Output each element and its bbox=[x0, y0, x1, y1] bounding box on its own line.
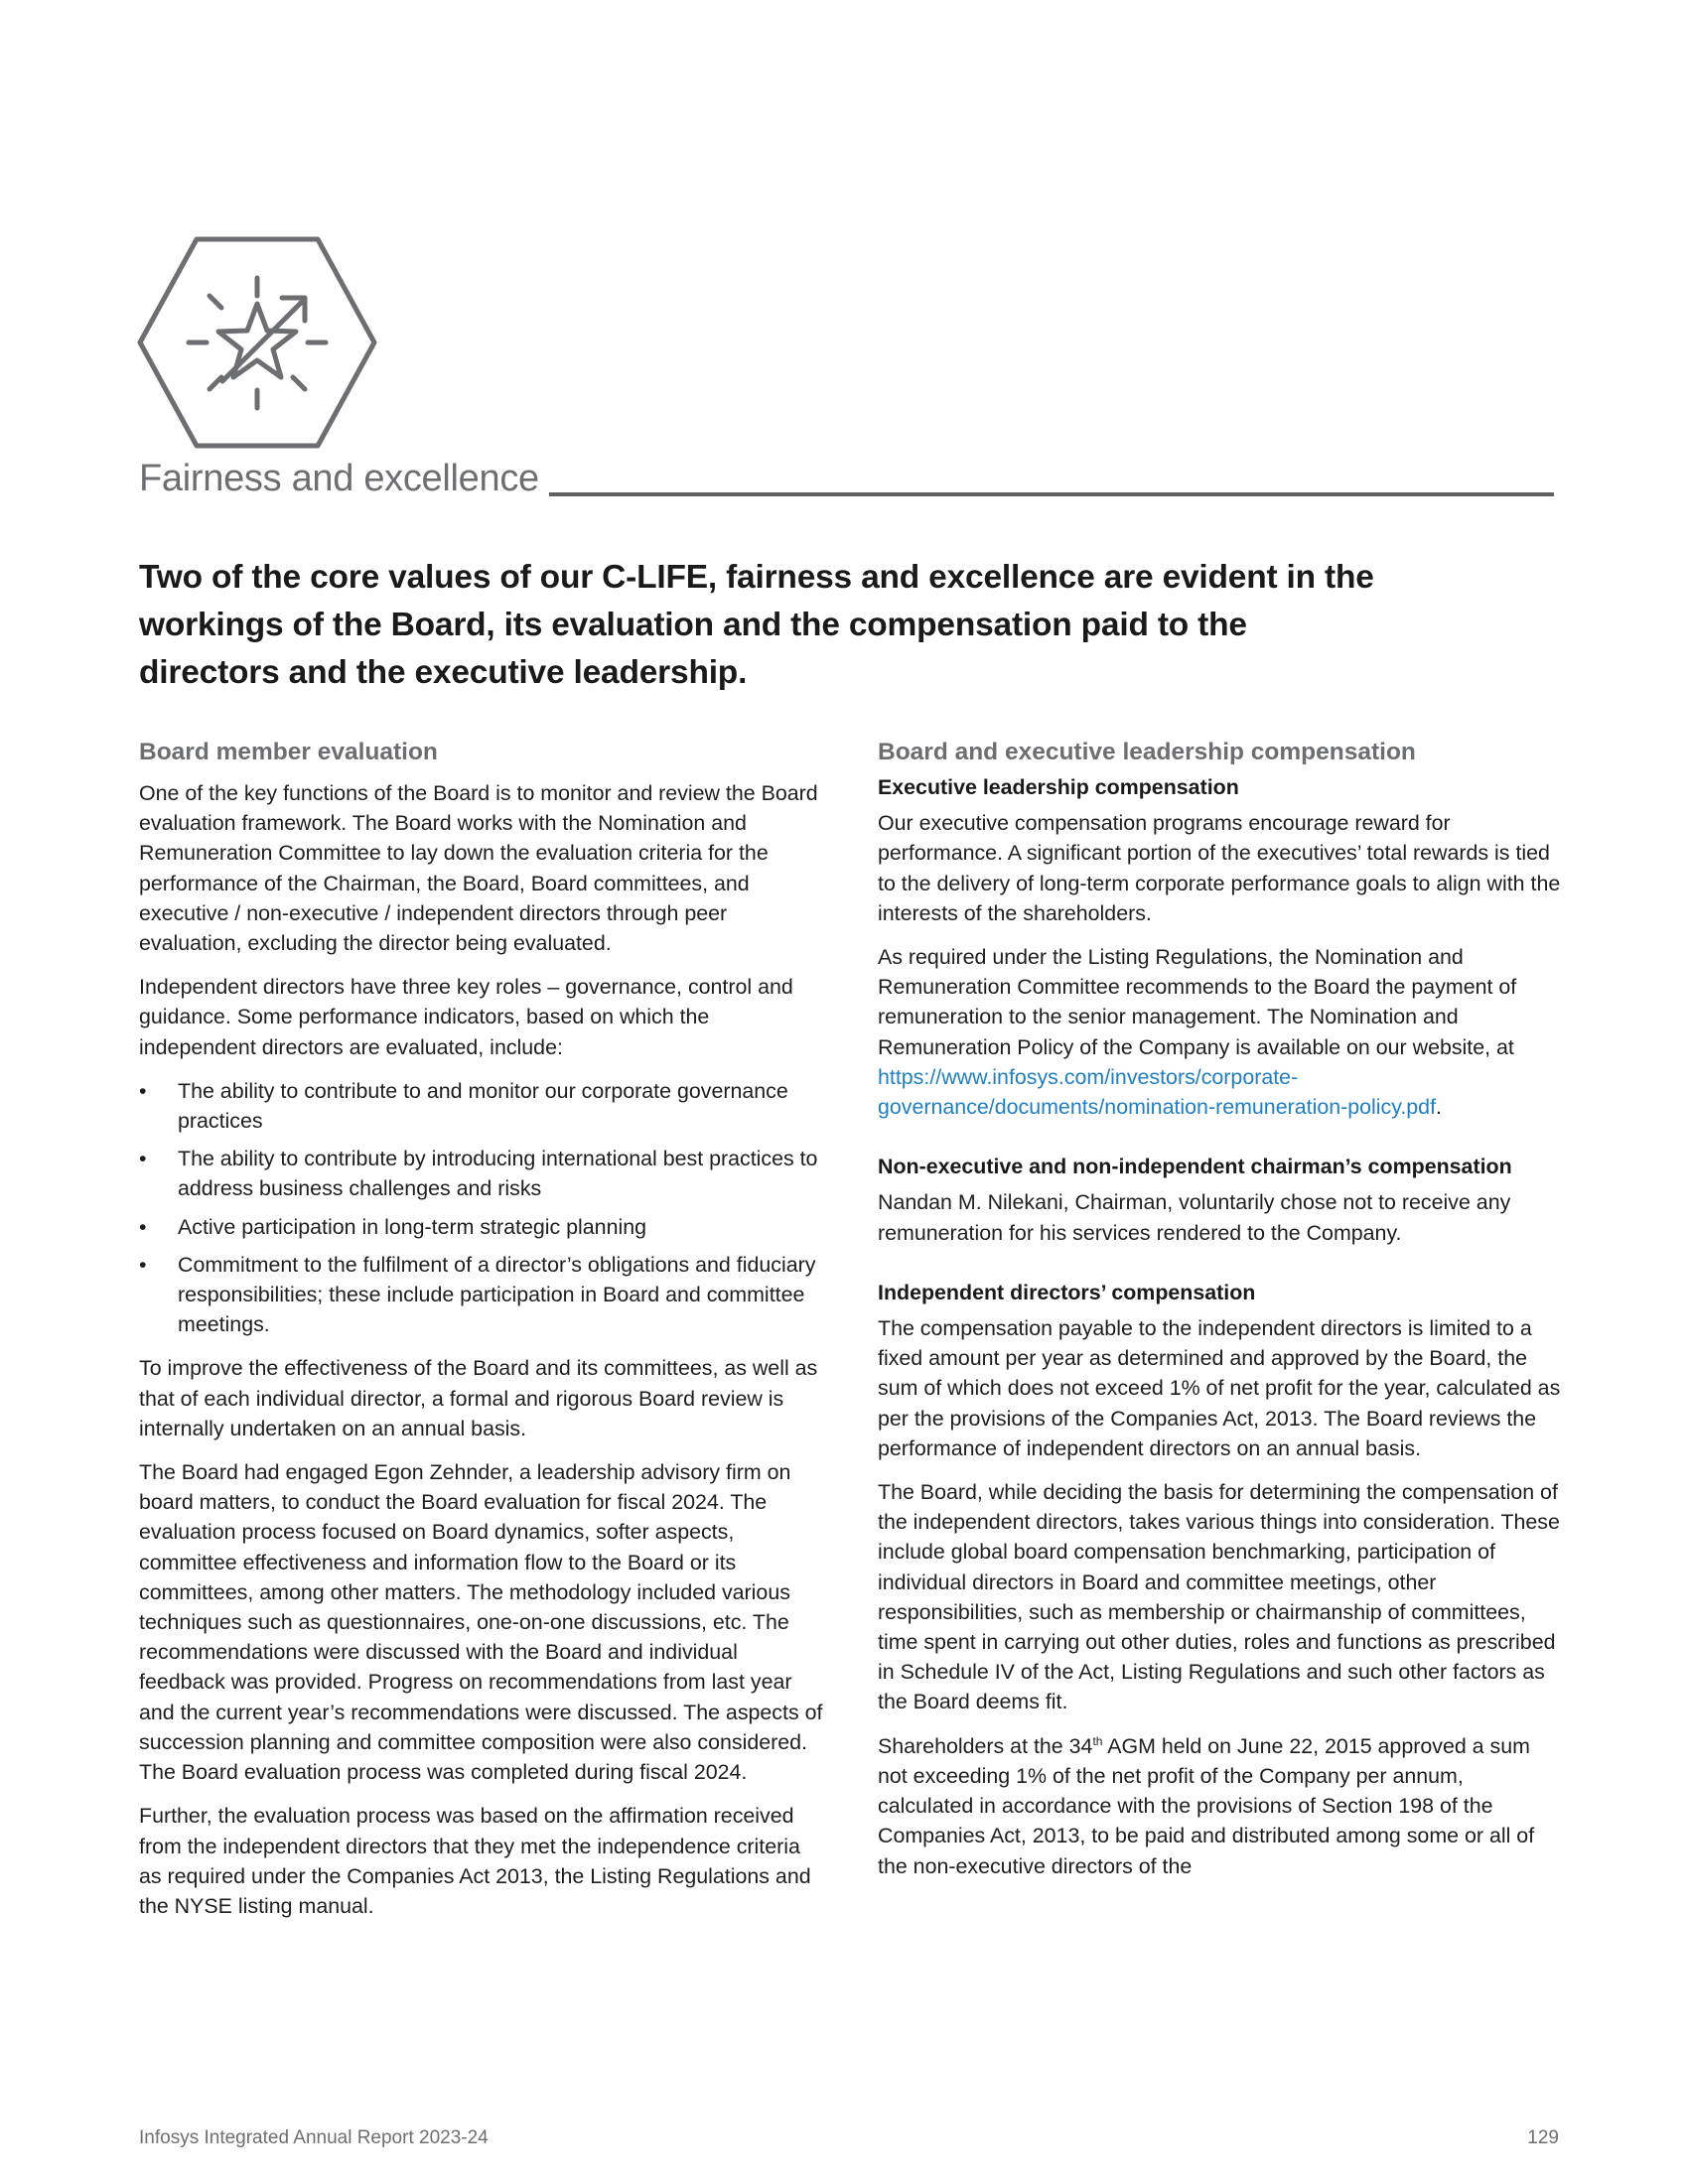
footer-report-title: Infosys Integrated Annual Report 2023-24 bbox=[139, 2127, 489, 2148]
paragraph bbox=[878, 942, 1563, 1122]
indicators-list bbox=[139, 1076, 824, 1340]
agm-text-b: AGM held on June 22, 2015 approved a sum not exceeding 1% of the net profit of the Company per annum, calculated in accordance with the provisions of Section 198 of the Companies Act, 2013, to be paid and distributed among some or all of the non-executive directors of the bbox=[878, 1733, 1535, 1878]
ordinal-suffix: th bbox=[1092, 1733, 1103, 1748]
paragraph: Our executive compensation programs encourage reward for performance. A significant portion of the executives’ total rewards is tied to the delivery of long-term corporate performance goals to align with the interests of the shareholders. bbox=[878, 811, 1561, 925]
section-title-text: Fairness and excellence bbox=[139, 458, 539, 499]
policy-text: As required under the Listing Regulations, the Nomination and Remuneration Committee recommends to the Board the payment of remuneration to the senior management. The Nomination and Remuneration Policy of the Company is available on our website, at bbox=[878, 945, 1517, 1059]
list-item: • Active participation in long-term strategic planning bbox=[139, 1212, 824, 1242]
paragraph: Independent directors have three key roles – governance, control and guidance. Some performance indicators, based on which the independent directors are evaluated, include: bbox=[139, 975, 793, 1059]
board-evaluation-heading: Board member evaluation bbox=[139, 739, 438, 765]
paragraph: One of the key functions of the Board is to monitor and review the Board evaluation framework. The Board works with the Nomination and Remuneration Committee to lay down the evaluation criteria for the performance of the Chairman, the Board, Board committees, and executive / non-executive / independent directors through peer evaluation, excluding the director being evaluated. bbox=[139, 781, 818, 956]
paragraph: Further, the evaluation process was based on the affirmation received from the independent directors that they met the independence criteria as required under the Companies Act 2013, the Listing Regulations and the NYSE listing manual. bbox=[139, 1804, 811, 1918]
section-title-rule bbox=[549, 492, 1554, 496]
list-item: • Commitment to the fulfilment of a director’s obligations and fiduciary responsibilities; these include participation in Board and committee meetings. bbox=[139, 1250, 824, 1340]
right-column bbox=[878, 737, 1563, 1895]
paragraph: To improve the effectiveness of the Board and its committees, as well as that of each individual director, a formal and rigorous Board review is internally undertaken on an annual basis. bbox=[139, 1356, 818, 1440]
agm-text-a: Shareholders at the 34 bbox=[878, 1733, 1093, 1758]
policy-period: . bbox=[1436, 1095, 1442, 1120]
compensation-heading: Board and executive leadership compensation bbox=[878, 739, 1416, 765]
paragraph: The Board, while deciding the basis for determining the compensation of the independent directors, takes various things into consideration. These include global board compensation benchmarking, participation of individual directors in Board and committee meetings, other responsibilities, such as membership or chairmanship of committees, time spent in carrying out other duties, roles and functions as prescribed in Schedule IV of the Act, Listing Regulations and such other factors as the Board deems fit. bbox=[878, 1480, 1560, 1714]
left-column bbox=[139, 737, 824, 1935]
headline: Two of the core values of our C-LIFE, fairness and excellence are evident in the workings of the Board, its evaluation and the compensation paid to the directors and the executive leadership. bbox=[139, 559, 1374, 691]
paragraph: Nandan M. Nilekani, Chairman, voluntarily chose not to receive any remuneration for his services rendered to the Company. bbox=[878, 1190, 1511, 1245]
chairman-compensation-subheading: Non-executive and non-independent chairman’s compensation bbox=[878, 1155, 1512, 1179]
section-title bbox=[139, 459, 1554, 500]
policy-link[interactable]: https://www.infosys.com/investors/corporate-governance/documents/nomination-remuneration-policy.pdf bbox=[878, 1064, 1437, 1120]
paragraph: The compensation payable to the independent directors is limited to a fixed amount per year as determined and approved by the Board, the sum of which does not exceed 1% of net profit for the year, calculated as per the provisions of the Companies Act, 2013. The Board reviews the performance of independent directors on an annual basis. bbox=[878, 1316, 1561, 1460]
executive-compensation-subheading: Executive leadership compensation bbox=[878, 775, 1239, 799]
paragraph bbox=[878, 1731, 1563, 1881]
independent-directors-subheading: Independent directors’ compensation bbox=[878, 1280, 1256, 1304]
list-item: • The ability to contribute to and monitor our corporate governance practices bbox=[139, 1076, 824, 1136]
star-rising-hexagon-icon bbox=[137, 236, 377, 449]
page-number: 129 bbox=[1527, 2127, 1559, 2148]
list-item: • The ability to contribute by introducing international best practices to address business challenges and risks bbox=[139, 1144, 824, 1203]
paragraph: The Board had engaged Egon Zehnder, a leadership advisory firm on board matters, to conduct the Board evaluation for fiscal 2024. The evaluation process focused on Board dynamics, softer aspects, committee effectiveness and information flow to the Board or its committees, among other matters. The methodology included various techniques such as questionnaires, one-on-one discussions, etc. The recommendations were discussed with the Board and individual feedback was provided. Progress on recommendations from last year and the current year’s recommendations were discussed. The aspects of succession planning and committee composition were also considered. The Board evaluation process was completed during fiscal 2024. bbox=[139, 1460, 823, 1785]
